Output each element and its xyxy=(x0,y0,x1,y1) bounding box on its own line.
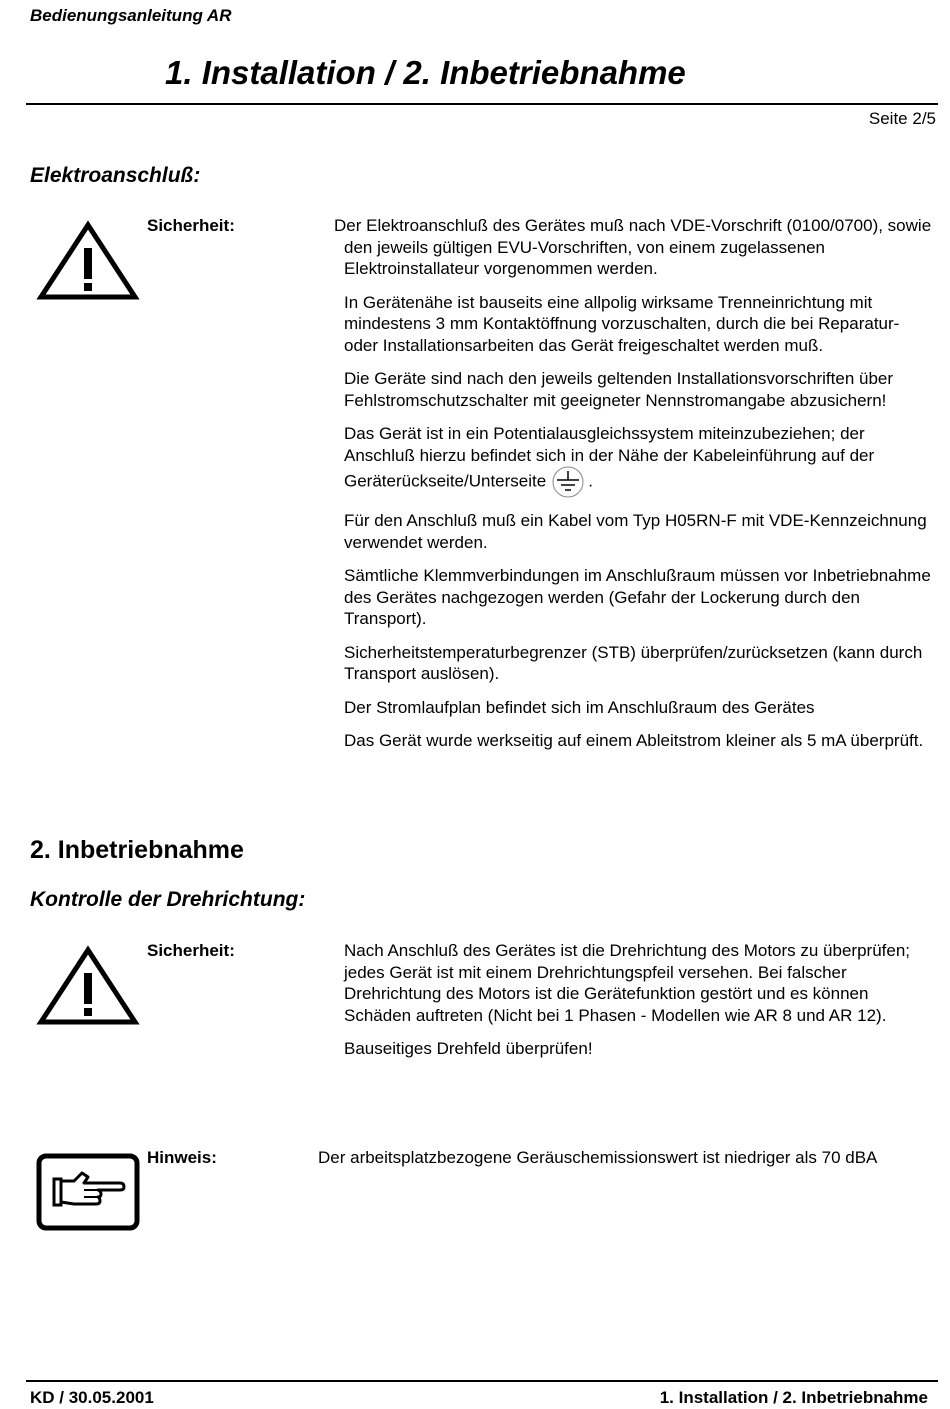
footer-divider xyxy=(26,1380,938,1382)
paragraph-ground xyxy=(344,423,936,498)
section1-text xyxy=(334,215,936,764)
page-title: 1. Installation / 2. Inbetriebnahme xyxy=(165,54,686,91)
ground-icon xyxy=(552,466,584,498)
paragraph: Der Stromlaufplan befindet sich im Anschlußraum des Gerätes xyxy=(344,697,815,717)
paragraph: Das Gerät wurde werkseitig auf einem Ableitstrom kleiner als 5 mA überprüft. xyxy=(344,731,924,750)
paragraph: Der Elektroanschluß des Gerätes muß nach VDE-Vorschrift (0100/0700), sowie den jeweils gültigen EVU-Vorschriften, von einem zugelassenen Elektroinstallateur vorgenommen werden. xyxy=(334,216,932,278)
safety-label: Sicherheit: xyxy=(147,216,235,235)
paragraph: In Gerätenähe ist bauseits eine allpolig wirksame Trenneinrichtung mit mindestens 3 mm Kontaktöffnung vorzuschalten, durch die bei Reparatur- oder Installationsarbeiten das Gerät freigeschaltet werden muß. xyxy=(344,292,900,355)
note-text: Der arbeitsplatzbezogene Geräuschemissionswert ist niedriger als 70 dBA xyxy=(318,1148,878,1167)
section-heading-elektroanschluss: Elektroanschluß: xyxy=(30,164,201,187)
paragraph: Bauseitiges Drehfeld überprüfen! xyxy=(344,1039,593,1058)
paragraph: Für den Anschluß muß ein Kabel vom Typ H05RN-F mit VDE-Kennzeichnung verwendet werden. xyxy=(344,511,927,552)
section-heading-inbetriebnahme: 2. Inbetriebnahme xyxy=(30,836,244,864)
warning-triangle-icon xyxy=(36,220,140,302)
footer-section-title: 1. Installation / 2. Inbetriebnahme xyxy=(659,1388,928,1407)
paragraph: Nach Anschluß des Gerätes ist die Drehrichtung des Motors zu überprüfen; jedes Gerät ist mit einem Drehrichtungspfeil versehen. Bei falscher Drehrichtung des Motors ist die Gerätefunktion gestört und es können Schäden auftreten (Nicht bei 1 Phasen - Modellen wie AR 8 und AR 12). xyxy=(344,941,911,1025)
paragraph-text: Das Gerät ist in ein Potentialausgleichssystem miteinzubeziehen; der Anschluß hierzu befindet sich in der Nähe der Kabeleinführung auf der Geräterückseite/Unterseite xyxy=(344,424,875,491)
header-divider xyxy=(26,103,938,105)
safety-label: Sicherheit: xyxy=(147,941,235,960)
document-name: Bedienungsanleitung AR xyxy=(30,6,232,25)
page-number: Seite 2/5 xyxy=(868,109,936,128)
ground-suffix: . xyxy=(588,471,593,491)
section2-text xyxy=(344,940,936,1072)
paragraph: Die Geräte sind nach den jeweils geltenden Installationsvorschriften über Fehlstromschutzschalter mit geeigneter Nennstromangabe abzusichern! xyxy=(344,369,894,410)
paragraph: Sämtliche Klemmverbindungen im Anschlußraum müssen vor Inbetriebnahme des Gerätes nachgezogen werden (Gefahr der Lockerung durch den Transport). xyxy=(344,566,931,628)
footer-author-date: KD / 30.05.2001 xyxy=(30,1388,154,1407)
warning-triangle-icon xyxy=(36,945,140,1027)
note-label: Hinweis: xyxy=(147,1148,217,1167)
section-subheading-drehrichtung: Kontrolle der Drehrichtung: xyxy=(30,888,306,911)
pointing-hand-icon xyxy=(36,1153,140,1231)
paragraph: Sicherheitstemperaturbegrenzer (STB) überprüfen/zurücksetzen (kann durch Transport auslösen). xyxy=(344,642,923,683)
